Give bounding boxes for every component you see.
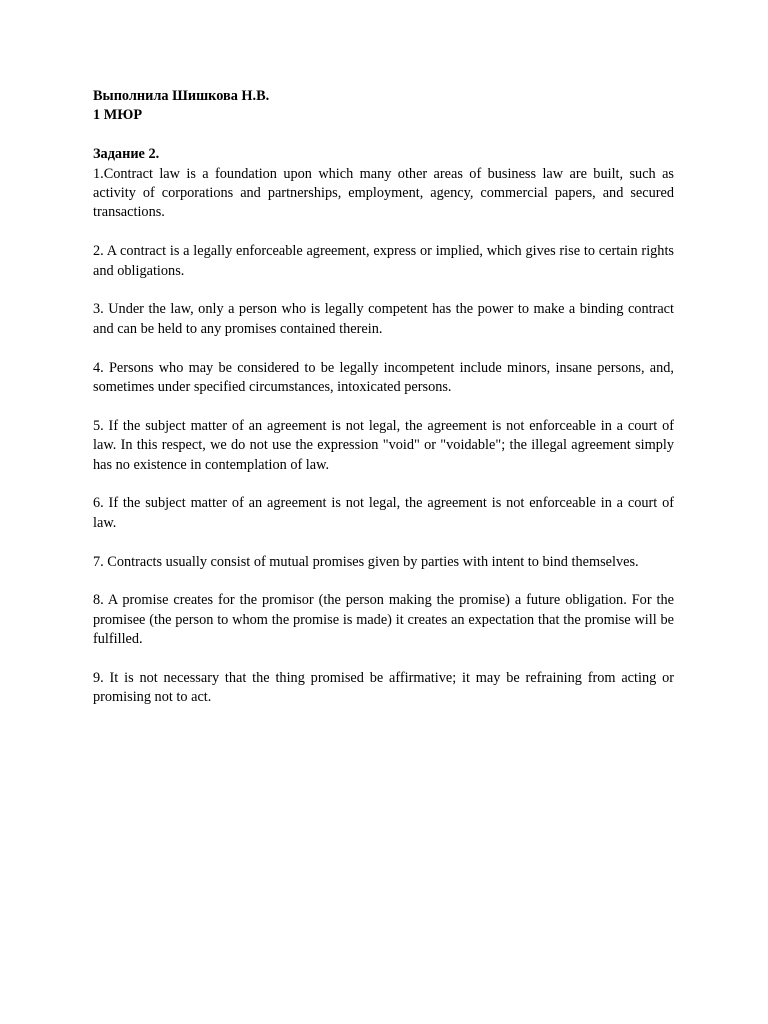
paragraph-3: 3. Under the law, only a person who is legally competent has the power to make a binding contract and can be held to any promises contained therein. (93, 301, 674, 337)
paragraph-1: 1.Contract law is a foundation upon which many other areas of business law are built, such as activity of corporations and partnerships, employment, agency, commercial papers, and secured transactions. (93, 165, 674, 221)
paragraph-8: 8. A promise creates for the promisor (the person making the promise) a future obligation. For the promisee (the person to whom the promise is made) it creates an expectation that the promise will be fulfilled. (93, 592, 674, 648)
document-page (93, 87, 674, 708)
paragraph-6: 6. If the subject matter of an agreement is not legal, the agreement is not enforceable in a court of law. (93, 495, 674, 531)
paragraph-9: 9. It is not necessary that the thing promised be affirmative; it may be refraining from acting or promising not to act. (93, 670, 674, 706)
paragraph-2: 2. A contract is a legally enforceable agreement, express or implied, which gives rise to certain rights and obligations. (93, 243, 674, 279)
task-title: Задание 2. (93, 146, 160, 163)
author-line: Выполнила Шишкова Н.В. (93, 88, 270, 104)
paragraph-7: 7. Contracts usually consist of mutual promises given by parties with intent to bind themselves. (93, 553, 639, 570)
group-line: 1 МЮР (93, 107, 143, 124)
paragraph-list (93, 165, 674, 708)
paragraph-5: 5. If the subject matter of an agreement is not legal, the agreement is not enforceable in a court of law. In this respect, we do not use the expression "void" or "voidable"; the illegal agreement simply has no existence in contemplation of law. (93, 417, 674, 473)
paragraph-4: 4. Persons who may be considered to be legally incompetent include minors, insane persons, and, sometimes under specified circumstances, intoxicated persons. (93, 359, 674, 396)
